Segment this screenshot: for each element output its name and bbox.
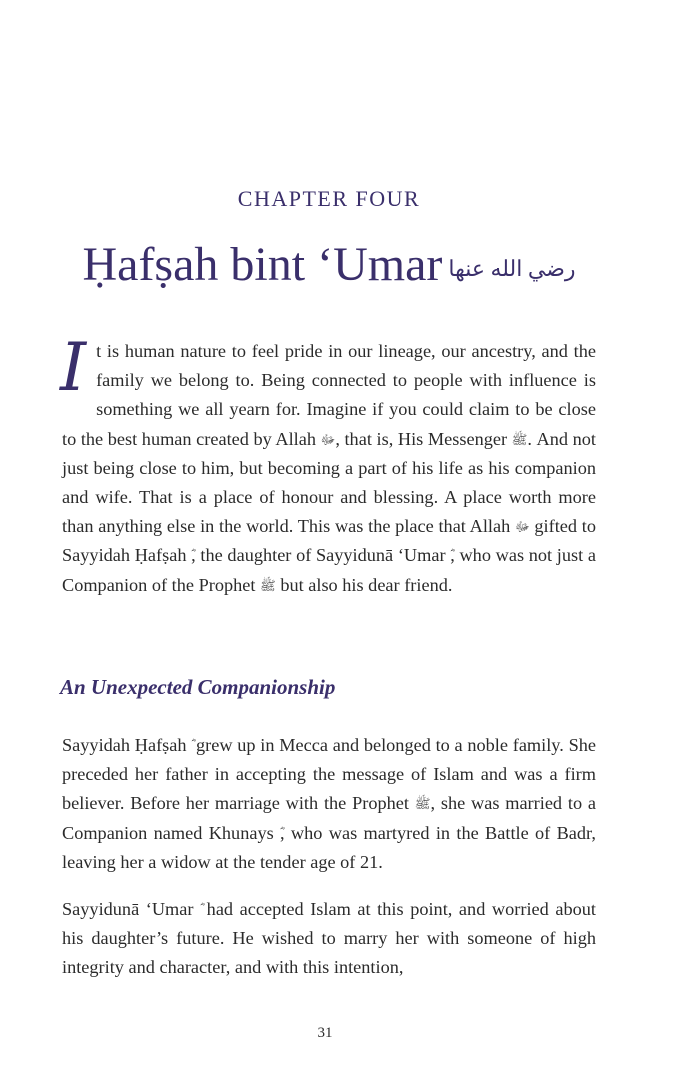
- text-segment: , who was not just a Companion of the Prophet: [62, 545, 596, 595]
- text-segment: , that is, His Messenger: [335, 428, 512, 449]
- text-segment: but also his dear friend.: [275, 574, 453, 595]
- chapter-title-text: Ḥafṣah bint ‘Umar: [82, 238, 443, 291]
- text-segment: , the daughter of Sayyidunā ‘Umar: [191, 545, 451, 566]
- text-segment: grew up in Mecca and belonged to a noble family. She preceded her father in accepting the message of Islam and was a firm believer. Before her marriage with the Prophet: [62, 735, 596, 814]
- text-segment: , she was married to a Companion named Khunays: [62, 793, 596, 843]
- allah-symbol: ﷻ: [514, 519, 530, 535]
- section-heading: An Unexpected Companionship: [60, 675, 336, 699]
- page-number: 31: [317, 1025, 333, 1041]
- prophet-symbol: ﷺ: [260, 577, 276, 593]
- allah-symbol: ﷻ: [320, 431, 336, 447]
- text-segment: Sayyidunā ‘Umar: [62, 899, 201, 919]
- text-segment: , who was martyred in the Battle of Badr, leaving her a widow at the tender age of 21.: [62, 822, 596, 872]
- text-segment: . And not just being close to him, but becoming a part of his life as his companion and wife. That is a place of honour and blessing. A place worth more than anything else in the world. This was the place that Allah: [62, 428, 596, 537]
- prophet-symbol: ﷺ: [414, 796, 431, 812]
- paragraph-body: [62, 731, 596, 877]
- paragraph-body: [62, 895, 596, 983]
- honorific-calligraphy: رضي الله عنها: [448, 255, 576, 281]
- text-segment: t is human nature to feel pride in our lineage, our ancestry, and the family we belong to. Being connected to people with influence is something we all yearn for. Imagine if you could claim to be close to the best human created by Allah: [62, 341, 596, 449]
- chapter-label: CHAPTER FOUR: [237, 186, 421, 211]
- paragraph-intro: [60, 329, 596, 600]
- drop-cap: I: [60, 329, 87, 406]
- text-segment: gifted to Sayyidah Ḥafṣah: [62, 516, 596, 566]
- prophet-symbol: ﷺ: [511, 431, 528, 447]
- chapter-title: [0, 236, 658, 294]
- text-segment: Sayyidah Ḥafṣah: [62, 735, 192, 755]
- text-segment: had accepted Islam at this point, and worried about his daughter’s future. He wished to marry her with someone of high integrity and character, and with this intention,: [62, 899, 596, 978]
